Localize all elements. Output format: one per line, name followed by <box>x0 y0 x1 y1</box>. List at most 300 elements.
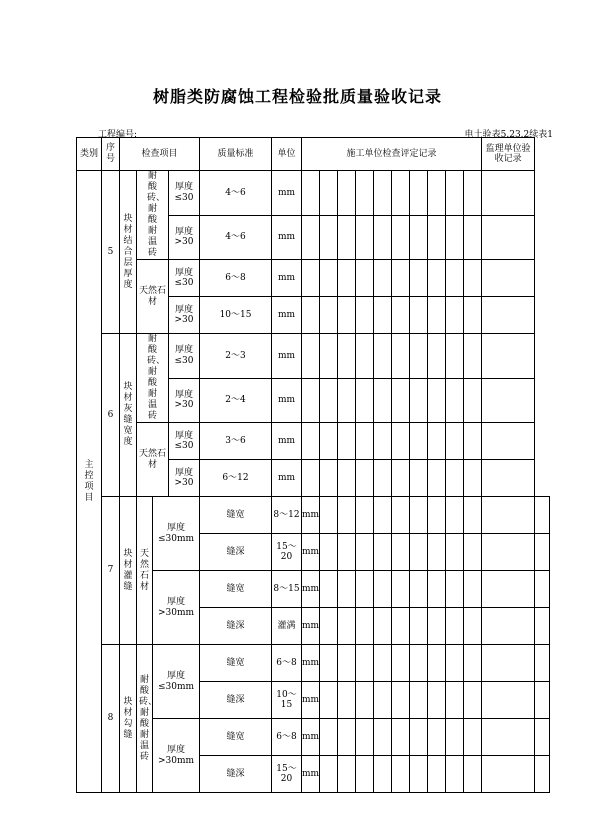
condition-label <box>169 297 200 334</box>
check-cell[interactable] <box>320 756 338 793</box>
check-cell[interactable] <box>374 215 392 260</box>
standard-value <box>272 608 302 645</box>
check-cell[interactable] <box>410 497 428 534</box>
check-cell[interactable] <box>392 608 410 645</box>
header-unit-text: 单位 <box>277 148 296 159</box>
check-cell[interactable] <box>338 571 356 608</box>
standard-value <box>200 378 272 423</box>
supervision-cell[interactable] <box>535 719 550 756</box>
check-cell[interactable] <box>464 719 482 756</box>
check-cell[interactable] <box>446 497 464 534</box>
sub-item-label <box>200 571 272 608</box>
condition-label-text: 厚度≤30mm <box>157 671 195 692</box>
condition-label-text: 厚度>30 <box>174 226 194 248</box>
header-category <box>77 138 102 171</box>
sub-item-label <box>200 645 272 682</box>
check-cell[interactable] <box>464 215 482 260</box>
check-cell[interactable] <box>446 171 464 216</box>
check-cell[interactable] <box>464 497 482 534</box>
check-cell[interactable] <box>302 460 320 497</box>
standard-value <box>272 497 302 534</box>
condition-label-text: 厚度≤30 <box>174 430 194 451</box>
check-cell[interactable] <box>392 423 410 460</box>
sub-item-label <box>200 534 272 571</box>
standard-value-text: 灌满 <box>277 620 296 631</box>
unit-value <box>302 534 320 571</box>
check-cell[interactable] <box>356 171 374 216</box>
sub-item-label-text: 缝深 <box>226 546 245 557</box>
category-main <box>77 171 102 793</box>
item-seq <box>102 171 120 334</box>
check-cell[interactable] <box>428 378 446 423</box>
check-cell[interactable] <box>446 423 464 460</box>
check-cell[interactable] <box>428 260 446 297</box>
unit-value <box>272 460 302 497</box>
sub-item-label <box>200 497 272 534</box>
check-cell[interactable] <box>356 497 374 534</box>
condition-label <box>153 497 200 571</box>
item-seq-text: 5 <box>107 246 114 257</box>
check-cell[interactable] <box>464 260 482 297</box>
check-cell[interactable] <box>464 378 482 423</box>
check-cell[interactable] <box>374 334 392 379</box>
check-cell[interactable] <box>464 682 482 719</box>
header-construction-record <box>302 138 482 171</box>
condition-label <box>169 378 200 423</box>
check-cell[interactable] <box>410 645 428 682</box>
check-cell[interactable] <box>320 460 338 497</box>
supervision-cell[interactable] <box>482 215 535 260</box>
check-cell[interactable] <box>374 571 392 608</box>
standard-value <box>272 719 302 756</box>
condition-label <box>169 171 200 216</box>
header-supervision-record <box>482 138 535 171</box>
check-cell[interactable] <box>320 297 338 334</box>
check-cell[interactable] <box>464 645 482 682</box>
check-cell[interactable] <box>320 719 338 756</box>
check-cell[interactable] <box>302 423 320 460</box>
check-cell[interactable] <box>320 423 338 460</box>
standard-value-text: 2～4 <box>225 395 246 406</box>
item-name-text: 块材灌缝 <box>123 548 133 592</box>
check-cell[interactable] <box>446 645 464 682</box>
material-label <box>137 260 169 334</box>
supervision-cell[interactable] <box>535 497 550 534</box>
check-cell[interactable] <box>302 334 320 379</box>
check-cell[interactable] <box>374 460 392 497</box>
check-cell[interactable] <box>482 497 535 534</box>
check-cell[interactable] <box>356 645 374 682</box>
supervision-cell[interactable] <box>482 460 535 497</box>
check-cell[interactable] <box>464 571 482 608</box>
check-cell[interactable] <box>428 460 446 497</box>
supervision-cell[interactable] <box>535 571 550 608</box>
check-cell[interactable] <box>410 215 428 260</box>
standard-value <box>272 682 302 719</box>
check-cell[interactable] <box>356 460 374 497</box>
check-cell[interactable] <box>482 719 535 756</box>
check-cell[interactable] <box>338 534 356 571</box>
supervision-cell[interactable] <box>482 423 535 460</box>
check-cell[interactable] <box>482 608 535 645</box>
unit-value <box>272 378 302 423</box>
check-cell[interactable] <box>410 171 428 216</box>
check-cell[interactable] <box>338 171 356 216</box>
check-cell[interactable] <box>320 571 338 608</box>
check-cell[interactable] <box>464 334 482 379</box>
check-cell[interactable] <box>356 682 374 719</box>
condition-label-text: 厚度>30 <box>174 467 194 488</box>
check-cell[interactable] <box>374 682 392 719</box>
check-cell[interactable] <box>428 682 446 719</box>
standard-value <box>200 334 272 379</box>
condition-label-text: 厚度≤30 <box>174 345 194 366</box>
standard-value-text: 10～15 <box>276 689 297 710</box>
check-cell[interactable] <box>464 534 482 571</box>
check-cell[interactable] <box>446 608 464 645</box>
sub-item-label-text: 缝宽 <box>226 583 245 594</box>
check-cell[interactable] <box>356 756 374 793</box>
standard-value-text: 15～20 <box>276 763 297 784</box>
check-cell[interactable] <box>446 297 464 334</box>
check-cell[interactable] <box>374 608 392 645</box>
unit-value <box>272 297 302 334</box>
standard-value-text: 6～8 <box>276 657 297 668</box>
unit-value <box>272 423 302 460</box>
check-cell[interactable] <box>302 378 320 423</box>
check-cell[interactable] <box>356 378 374 423</box>
check-cell[interactable] <box>428 534 446 571</box>
check-cell[interactable] <box>356 297 374 334</box>
check-cell[interactable] <box>338 260 356 297</box>
check-cell[interactable] <box>446 460 464 497</box>
check-cell[interactable] <box>428 756 446 793</box>
check-cell[interactable] <box>374 756 392 793</box>
check-cell[interactable] <box>392 460 410 497</box>
check-cell[interactable] <box>356 260 374 297</box>
check-cell[interactable] <box>410 378 428 423</box>
check-cell[interactable] <box>302 171 320 216</box>
check-cell[interactable] <box>446 378 464 423</box>
supervision-cell[interactable] <box>535 645 550 682</box>
unit-value-text: mm <box>277 309 296 320</box>
check-cell[interactable] <box>410 608 428 645</box>
check-cell[interactable] <box>446 571 464 608</box>
supervision-cell[interactable] <box>482 334 535 379</box>
item-name <box>120 497 137 645</box>
check-cell[interactable] <box>410 334 428 379</box>
check-cell[interactable] <box>428 645 446 682</box>
check-cell[interactable] <box>338 682 356 719</box>
check-cell[interactable] <box>320 378 338 423</box>
check-cell[interactable] <box>392 297 410 334</box>
standard-value-text: 6～8 <box>225 272 246 283</box>
material-label <box>137 334 169 423</box>
standard-value <box>272 571 302 608</box>
unit-value-text: mm <box>277 272 296 283</box>
supervision-cell[interactable] <box>535 534 550 571</box>
condition-label <box>169 260 200 297</box>
check-cell[interactable] <box>338 719 356 756</box>
condition-label <box>169 460 200 497</box>
check-cell[interactable] <box>356 571 374 608</box>
check-cell[interactable] <box>338 645 356 682</box>
unit-value-text: mm <box>277 232 296 243</box>
check-cell[interactable] <box>302 260 320 297</box>
check-cell[interactable] <box>338 497 356 534</box>
condition-label <box>169 334 200 379</box>
material-label <box>137 171 169 260</box>
check-cell[interactable] <box>482 645 535 682</box>
standard-value-text: 15～20 <box>276 541 297 562</box>
check-cell[interactable] <box>320 608 338 645</box>
check-cell[interactable] <box>320 682 338 719</box>
check-cell[interactable] <box>410 534 428 571</box>
item-name <box>120 334 137 497</box>
unit-value <box>272 171 302 216</box>
check-cell[interactable] <box>338 423 356 460</box>
check-cell[interactable] <box>392 334 410 379</box>
standard-value <box>272 645 302 682</box>
condition-label-text: 厚度>30mm <box>157 597 195 618</box>
form-code: 电土验表5.23.2续表1 <box>464 130 553 140</box>
unit-value <box>272 260 302 297</box>
standard-value-text: 6～12 <box>222 472 249 483</box>
header-seq-text: 序号 <box>105 143 115 164</box>
check-cell[interactable] <box>446 756 464 793</box>
check-cell[interactable] <box>410 571 428 608</box>
check-cell[interactable] <box>356 608 374 645</box>
unit-value <box>302 571 320 608</box>
check-cell[interactable] <box>446 534 464 571</box>
material-label-text: 耐酸砖、耐酸耐温砖 <box>139 674 158 762</box>
sub-item-label <box>200 682 272 719</box>
unit-value-text: mm <box>302 694 320 705</box>
material-label-text: 天然石材 <box>138 286 166 307</box>
standard-value-text: 2～3 <box>225 350 246 361</box>
sub-item-label-text: 缝深 <box>226 620 245 631</box>
check-cell[interactable] <box>320 497 338 534</box>
check-cell[interactable] <box>410 460 428 497</box>
check-cell[interactable] <box>302 297 320 334</box>
check-cell[interactable] <box>356 423 374 460</box>
unit-value-text: mm <box>302 620 320 631</box>
material-label-text: 耐酸砖、耐酸耐温砖 <box>147 334 166 421</box>
check-cell[interactable] <box>392 497 410 534</box>
check-cell[interactable] <box>356 334 374 379</box>
condition-label-text: 厚度>30 <box>174 304 194 325</box>
check-cell[interactable] <box>374 423 392 460</box>
check-cell[interactable] <box>320 334 338 379</box>
standard-value-text: 10～15 <box>219 309 252 320</box>
check-cell[interactable] <box>392 260 410 297</box>
item-name <box>120 645 137 793</box>
item-seq <box>102 645 120 793</box>
supervision-cell[interactable] <box>482 260 535 297</box>
standard-value <box>272 534 302 571</box>
supervision-cell[interactable] <box>482 171 535 216</box>
check-cell[interactable] <box>392 534 410 571</box>
check-cell[interactable] <box>410 756 428 793</box>
standard-value-text: 8～12 <box>273 509 300 520</box>
check-cell[interactable] <box>356 719 374 756</box>
item-name-text: 块材结合层厚度 <box>123 213 133 290</box>
check-cell[interactable] <box>374 719 392 756</box>
check-cell[interactable] <box>428 171 446 216</box>
unit-value-text: mm <box>277 187 296 198</box>
check-cell[interactable] <box>392 645 410 682</box>
standard-value-text: 3～6 <box>225 435 246 446</box>
check-cell[interactable] <box>446 260 464 297</box>
standard-value <box>200 297 272 334</box>
check-cell[interactable] <box>410 719 428 756</box>
check-cell[interactable] <box>410 260 428 297</box>
unit-value-text: mm <box>302 768 320 779</box>
check-cell[interactable] <box>428 215 446 260</box>
check-cell[interactable] <box>392 756 410 793</box>
unit-value-text: mm <box>302 731 320 742</box>
inspection-table <box>76 137 550 793</box>
check-cell[interactable] <box>428 719 446 756</box>
header-standard <box>200 138 272 171</box>
check-cell[interactable] <box>446 334 464 379</box>
check-cell[interactable] <box>302 215 320 260</box>
item-name-text: 块材灰缝宽度 <box>123 382 133 447</box>
check-cell[interactable] <box>374 297 392 334</box>
unit-value <box>302 608 320 645</box>
check-cell[interactable] <box>338 215 356 260</box>
item-seq-text: 6 <box>107 409 114 420</box>
check-cell[interactable] <box>356 215 374 260</box>
check-cell[interactable] <box>446 719 464 756</box>
check-cell[interactable] <box>482 534 535 571</box>
check-cell[interactable] <box>338 334 356 379</box>
check-cell[interactable] <box>482 682 535 719</box>
unit-value <box>302 682 320 719</box>
condition-label-text: 厚度>30 <box>174 389 194 411</box>
sub-item-label <box>200 608 272 645</box>
material-label <box>137 423 169 497</box>
check-cell[interactable] <box>320 534 338 571</box>
check-cell[interactable] <box>338 756 356 793</box>
supervision-cell[interactable] <box>535 608 550 645</box>
check-cell[interactable] <box>320 171 338 216</box>
check-cell[interactable] <box>410 682 428 719</box>
unit-value-text: mm <box>302 509 320 520</box>
check-cell[interactable] <box>338 297 356 334</box>
header-check-item <box>120 138 200 171</box>
check-cell[interactable] <box>428 497 446 534</box>
supervision-cell[interactable] <box>482 297 535 334</box>
sub-item-label-text: 缝宽 <box>226 509 245 520</box>
standard-value-text: 6～8 <box>276 731 297 742</box>
check-cell[interactable] <box>374 645 392 682</box>
check-cell[interactable] <box>410 423 428 460</box>
check-cell[interactable] <box>464 171 482 216</box>
sub-item-label-text: 缝深 <box>226 768 245 779</box>
item-seq-text: 8 <box>107 713 114 724</box>
supervision-cell[interactable] <box>535 682 550 719</box>
material-label-text: 天然石材 <box>139 548 149 592</box>
item-seq <box>102 497 120 645</box>
condition-label-text: 厚度≤30 <box>174 182 194 203</box>
check-cell[interactable] <box>428 297 446 334</box>
sub-item-label-text: 缝深 <box>226 694 245 705</box>
check-cell[interactable] <box>338 460 356 497</box>
header-standard-text: 质量标准 <box>217 148 254 159</box>
check-cell[interactable] <box>392 378 410 423</box>
unit-value-text: mm <box>302 657 320 668</box>
check-cell[interactable] <box>464 297 482 334</box>
item-seq <box>102 334 120 497</box>
standard-value <box>200 460 272 497</box>
check-cell[interactable] <box>428 423 446 460</box>
check-cell[interactable] <box>374 171 392 216</box>
check-cell[interactable] <box>446 682 464 719</box>
sub-item-label-text: 缝宽 <box>226 731 245 742</box>
material-label-text: 天然石材 <box>138 449 166 470</box>
check-cell[interactable] <box>320 215 338 260</box>
check-cell[interactable] <box>392 719 410 756</box>
unit-value-text: mm <box>302 583 320 594</box>
check-cell[interactable] <box>338 378 356 423</box>
standard-value <box>200 215 272 260</box>
supervision-cell[interactable] <box>482 378 535 423</box>
condition-label <box>169 215 200 260</box>
unit-value-text: mm <box>277 435 296 446</box>
check-cell[interactable] <box>392 171 410 216</box>
supervision-cell[interactable] <box>535 756 550 793</box>
unit-value <box>272 334 302 379</box>
check-cell[interactable] <box>320 260 338 297</box>
check-cell[interactable] <box>464 756 482 793</box>
check-cell[interactable] <box>338 608 356 645</box>
check-cell[interactable] <box>392 571 410 608</box>
check-cell[interactable] <box>464 423 482 460</box>
check-cell[interactable] <box>392 682 410 719</box>
item-seq-text: 7 <box>107 565 114 576</box>
check-cell[interactable] <box>446 215 464 260</box>
check-cell[interactable] <box>410 297 428 334</box>
standard-value <box>272 756 302 793</box>
check-cell[interactable] <box>374 534 392 571</box>
check-cell[interactable] <box>374 260 392 297</box>
category-main-text: 主控项目 <box>84 459 94 503</box>
header-seq <box>102 138 120 171</box>
check-cell[interactable] <box>482 756 535 793</box>
check-cell[interactable] <box>482 571 535 608</box>
condition-label-text: 厚度≤30 <box>174 267 194 288</box>
check-cell[interactable] <box>428 334 446 379</box>
check-cell[interactable] <box>374 497 392 534</box>
check-cell[interactable] <box>374 378 392 423</box>
check-cell[interactable] <box>428 571 446 608</box>
condition-label <box>169 423 200 460</box>
check-cell[interactable] <box>356 534 374 571</box>
check-cell[interactable] <box>320 645 338 682</box>
check-cell[interactable] <box>464 460 482 497</box>
unit-value-text: mm <box>302 546 320 557</box>
material-label-text: 耐酸砖、耐酸耐温砖 <box>147 171 166 258</box>
unit-value <box>272 215 302 260</box>
standard-value-text: 4～6 <box>225 187 246 198</box>
condition-label <box>153 719 200 793</box>
check-cell[interactable] <box>392 215 410 260</box>
standard-value-text: 8～15 <box>273 583 300 594</box>
check-cell[interactable] <box>428 608 446 645</box>
sub-item-label <box>200 756 272 793</box>
check-cell[interactable] <box>464 608 482 645</box>
